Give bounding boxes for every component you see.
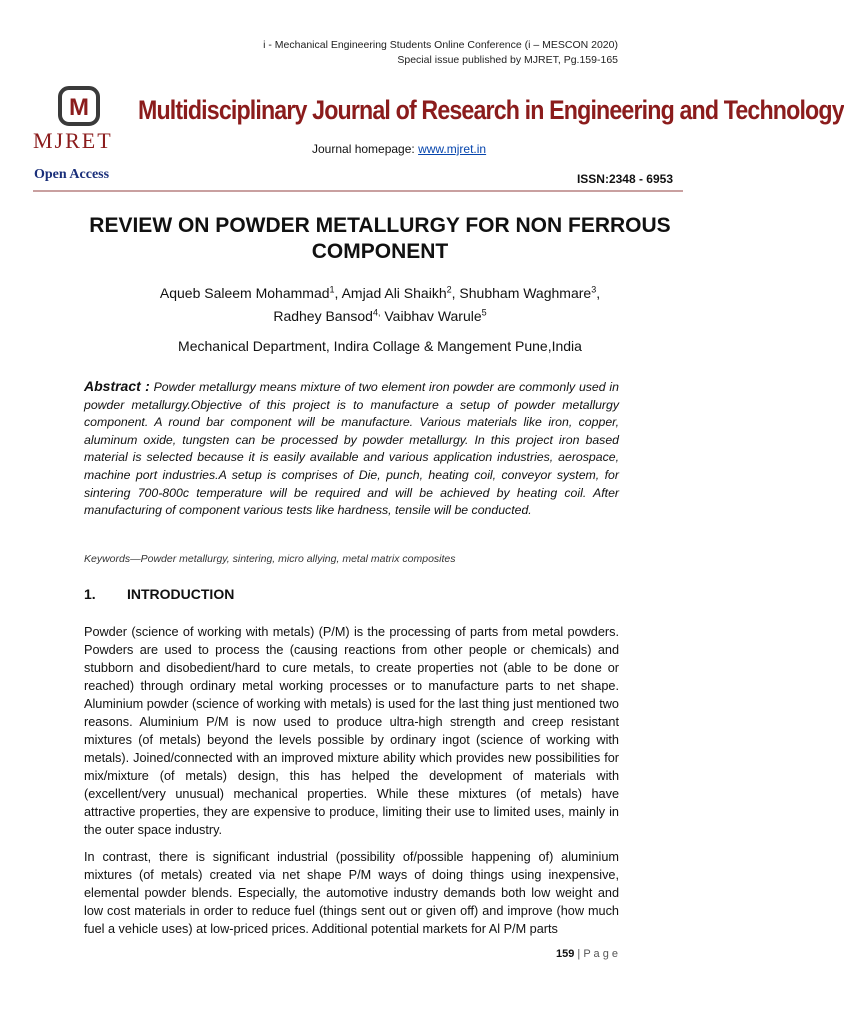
abstract [84,378,619,520]
author: Radhey Bansod$^{4,}$ [273,307,381,325]
author: Shubham Waghmare$^3$, [459,284,601,301]
abstract-label: Abstract : [84,378,150,394]
affiliation: Mechanical Department, Indira Collage & Mangement Pune,India [178,338,582,354]
journal-brand: MJRET [33,128,113,153]
journal-title: Multidisciplinary Journal of Research in Engineering and Technology [138,95,844,125]
author: Aqueb Saleem Mohammad$^1$, [159,284,342,301]
open-access-label: Open Access [34,167,110,182]
paragraph: Powder (science of working with metals) (P/M) is the processing of parts from metal powders. Powders are used to process the (causing reactions from other people or chemicals) and stubborn and disobedient/hard to cure metals, to create properties not (able to be done or reached) through ordinary metal working processes or to manufacture parts to net shape. Aluminium powder (science of working with metals) is used for the last thing just mentioned two reasons. Aluminium P/M is now used to produce ultra-high strength and creep resistant mixtures (of metals) beyond the levels possible by ordinary ingot (science of working with metals). Joined/connected with an improved mixture ability which provides new possibilities for mix/mixture (of metals) design, this has helped the development of materials with (excellent/very unusual) mechanical properties. While these mixtures (of metals) have attractive properties, they are expensive to produce, limiting their use to limited uses, mainly in the outer space industry. [84,625,619,837]
conference-line: i - Mechanical Engineering Students Online Conference (i – MESCON 2020) [263,39,618,51]
logo-letter: M [69,94,89,121]
author: Amjad Ali Shaikh$^2$, [341,284,460,301]
keywords: Keywords—Powder metallurgy, sintering, micro allying, metal matrix composites [84,553,456,565]
author-list [80,279,680,326]
homepage-link[interactable]: www.mjret.in [418,142,487,156]
abstract-text: Powder metallurgy means mixture of two element iron powder are commonly used in powder metallurgy.Objective of this project is to manufacture a setup of powder metallurgy component. A round bar component will be manufacture. Various materials like iron, copper, aluminum oxide, tungsten can be processed by powder metallurgy. In this project iron based material is selected because it is easily available and various application industries, aerospace, machine port industries.A setup is comprises of Die, punch, heating coil, conveyor system, for sintering 700-800c temperature will be required and will be achieved by heating coil. After manufacturing of component various tests like hardness, tensile will be conducted. [84,380,619,518]
header-divider [33,190,683,192]
page-label: P a g e [583,948,618,960]
paper-title: REVIEW ON POWDER METALLURGY FOR NON FERROUS COMPONENT [89,214,671,263]
page-footer: 159 | P a g e [555,948,618,960]
paragraph: In contrast, there is significant industrial (possibility of/possible happening of) aluminium mixtures (of metals) created via net shape P/M ways of doing things using inexpensive, elemental powder blends. Especially, the automotive industry demands both low weight and low cost materials in order to reduce fuel (things sent out or given off) and improve (how much fuel a vehicle uses) at low-priced prices. Additional potential markets for Al P/M parts [84,850,619,936]
author: Vaibhav Warule$^5$ [384,307,487,325]
conference-header [263,38,618,68]
section-title: INTRODUCTION [127,586,235,602]
homepage-label: Journal homepage: [312,142,415,156]
journal-homepage [312,142,486,156]
section-number: 1. [84,586,96,602]
special-issue-line: Special issue published by MJRET, Pg.159-165 [397,54,618,66]
issn: ISSN:2348 - 6953 [576,172,673,186]
page-number: 159 [555,948,575,960]
